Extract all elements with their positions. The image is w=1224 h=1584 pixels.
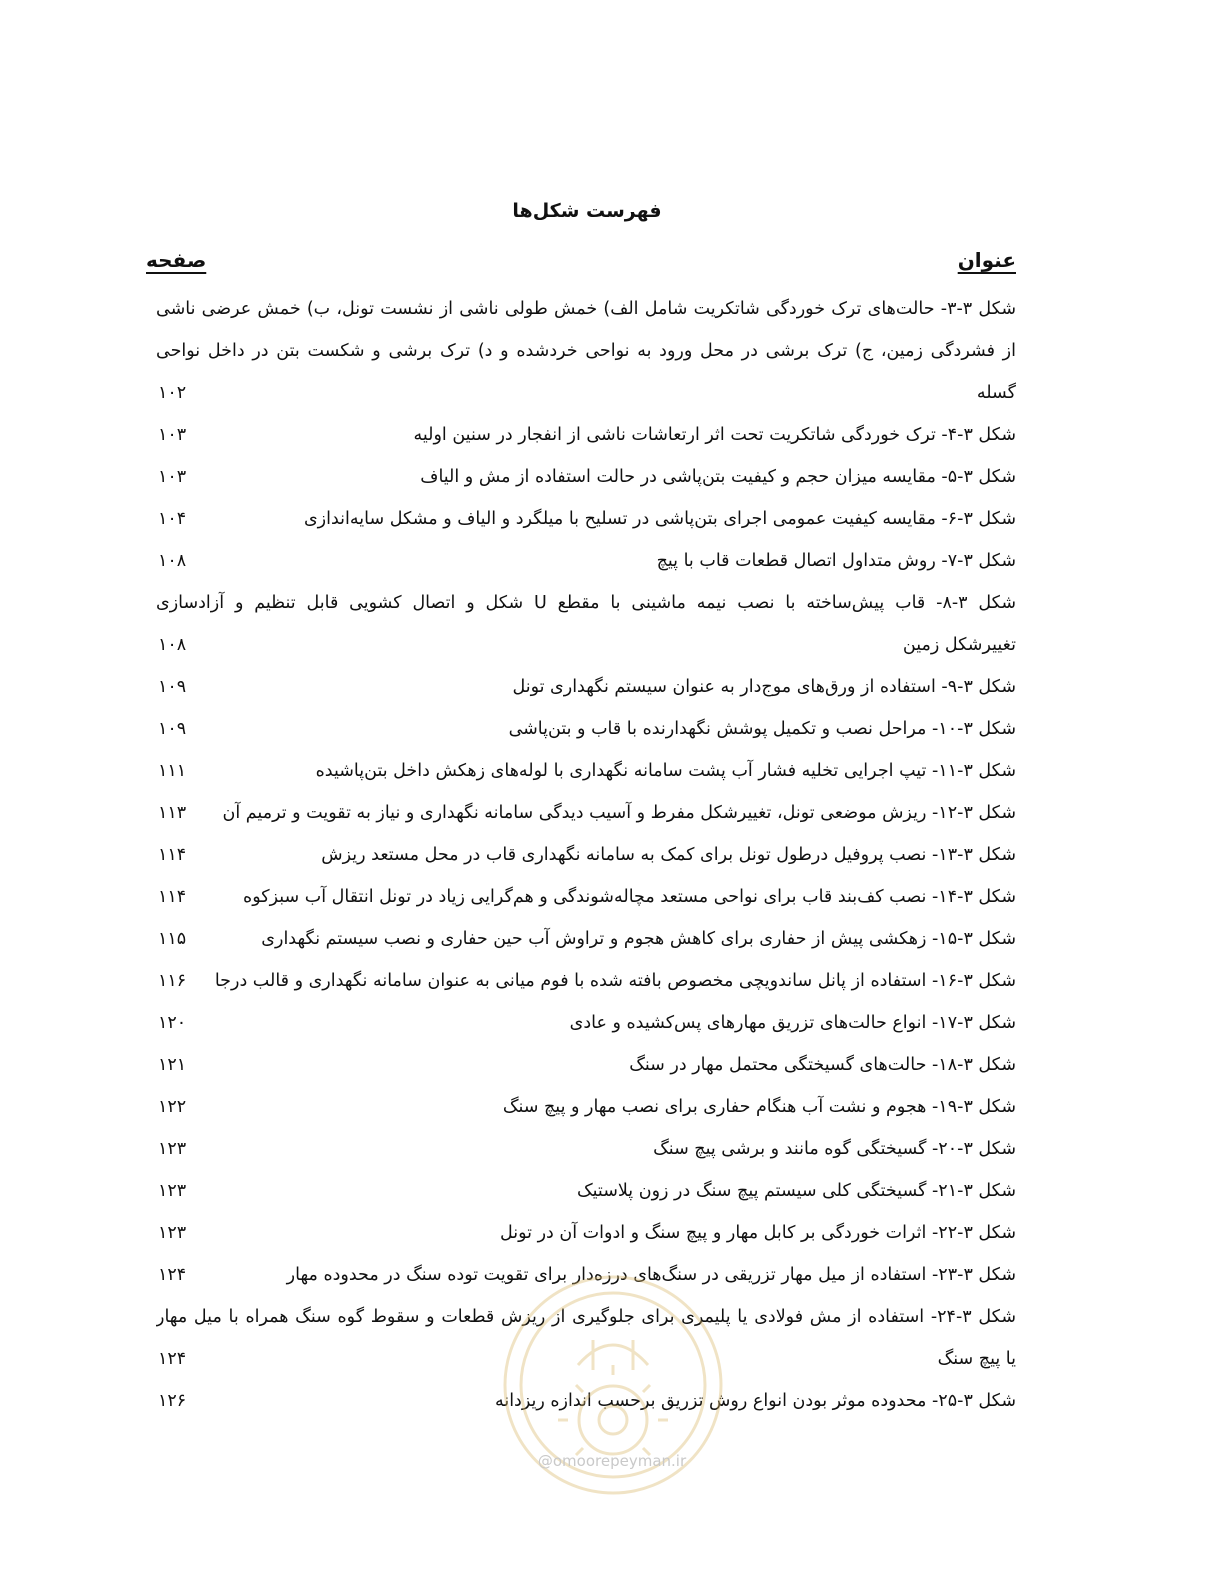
entry-page-number: ۱۰۳ — [158, 425, 187, 445]
list-item — [156, 456, 1016, 498]
entry-title-line: گسله — [976, 383, 1016, 403]
entry-title-line: شکل ۳-۱۸- حالت‌های گسیختگی محتمل مهار در سنگ — [629, 1055, 1016, 1075]
entry-title-line: شکل ۳-۱۴- نصب کف‌بند قاب برای نواحی مستعد مچاله‌شوندگی و هم‌گرایی زیاد در تونل انتقال آب سبزکوه — [243, 887, 1016, 907]
entry-page-number: ۱۲۳ — [158, 1223, 187, 1243]
entry-title-line: تغییرشکل زمین — [902, 635, 1016, 655]
entry-title-line: شکل ۳-۶- مقایسه کیفیت عمومی اجرای بتن‌پاشی در تسلیح با میلگرد و الیاف و مشکل سایه‌اندازی — [303, 509, 1016, 529]
entry-title-line: شکل ۳-۱۵- زهکشی پیش از حفاری برای کاهش هجوم و تراوش آب حین حفاری و نصب سیستم نگهداری — [261, 929, 1016, 949]
entry-page-number: ۱۰۸ — [158, 551, 187, 571]
list-item — [156, 582, 1016, 666]
entry-title-line: شکل ۳-۲۳- استفاده از میل مهار تزریقی در سنگ‌های درزه‌دار برای تقویت توده سنگ در محدوده مهار — [286, 1265, 1016, 1285]
entry-title-line: شکل ۳-۲۴- استفاده از مش فولادی یا پلیمری برای جلوگیری از ریزش قطعات و سقوط گوه سنگ همراه با میل مهار — [156, 1307, 1016, 1327]
entry-title-line: یا پیچ سنگ — [937, 1349, 1016, 1369]
entry-page-number: ۱۱۳ — [158, 803, 187, 823]
list-item — [156, 1002, 1016, 1044]
entry-page-number: ۱۱۶ — [158, 971, 187, 991]
entry-page-number: ۱۱۴ — [158, 845, 187, 865]
list-item — [156, 960, 1016, 1002]
list-item — [156, 1086, 1016, 1128]
list-item — [156, 540, 1016, 582]
entry-page-number: ۱۲۶ — [158, 1391, 187, 1411]
entry-title-line: شکل ۳-۵- مقایسه میزان حجم و کیفیت بتن‌پاشی در حالت استفاده از مش و الیاف — [420, 467, 1016, 487]
entry-title-line: شکل ۳-۲۲- اثرات خوردگی بر کابل مهار و پیچ سنگ و ادوات آن در تونل — [499, 1223, 1016, 1243]
figure-list — [156, 288, 1016, 1422]
watermark-site-text: @omoorepeyman.ir — [537, 1452, 687, 1470]
list-item — [156, 1170, 1016, 1212]
entry-page-number: ۱۰۹ — [158, 677, 187, 697]
entry-page-number: ۱۲۴ — [158, 1265, 187, 1285]
entry-page-number: ۱۰۲ — [158, 383, 187, 403]
entry-page-number: ۱۰۴ — [158, 509, 187, 529]
page-title: فهرست شکل‌ها — [512, 200, 662, 222]
entry-title-line: شکل ۳-۱۲- ریزش موضعی تونل، تغییرشکل مفرط و آسیب دیدگی سامانه نگهداری و نیاز به تقویت و ترمیم آن — [222, 803, 1016, 823]
list-item — [156, 708, 1016, 750]
entry-title-line: از فشردگی زمین، ج) ترک برشی در محل ورود به نواحی خردشده و د) ترک برشی و شکست بتن در داخل نواحی — [156, 341, 1016, 361]
entry-page-number: ۱۱۱ — [158, 761, 187, 781]
entry-page-number: ۱۰۸ — [158, 635, 187, 655]
list-item — [156, 414, 1016, 456]
list-item — [156, 918, 1016, 960]
entry-page-number: ۱۲۳ — [158, 1139, 187, 1159]
entry-page-number: ۱۲۱ — [158, 1055, 187, 1075]
list-item — [156, 1212, 1016, 1254]
entry-title-line: شکل ۳-۱۷- انواع حالت‌های تزریق مهارهای پس‌کشیده و عادی — [569, 1013, 1016, 1033]
entry-title-line: شکل ۳-۱۶- استفاده از پانل ساندویچی مخصوص بافته شده با فوم میانی به عنوان سامانه نگهداری و قالب درجا — [214, 971, 1016, 991]
entry-page-number: ۱۲۰ — [158, 1013, 187, 1033]
entry-title-line: شکل ۳-۴- ترک خوردگی شاتکریت تحت اثر ارتعاشات ناشی از انفجار در سنین اولیه — [413, 425, 1016, 445]
entry-page-number: ۱۲۳ — [158, 1181, 187, 1201]
list-item — [156, 876, 1016, 918]
column-header-title: عنوان — [957, 248, 1016, 272]
entry-title-line: شکل ۳-۱۹- هجوم و نشت آب هنگام حفاری برای نصب مهار و پیچ سنگ — [502, 1097, 1016, 1117]
entry-page-number: ۱۰۳ — [158, 467, 187, 487]
list-item — [156, 834, 1016, 876]
entry-title-line: شکل ۳-۲۰- گسیختگی گوه مانند و برشی پیچ سنگ — [653, 1139, 1016, 1159]
entry-title-line: شکل ۳-۷- روش متداول اتصال قطعات قاب با پیچ — [656, 551, 1016, 571]
list-item — [156, 288, 1016, 414]
list-item — [156, 498, 1016, 540]
entry-title-line: شکل ۳-۱۰- مراحل نصب و تکمیل پوشش نگهدارنده با قاب و بتن‌پاشی — [508, 719, 1016, 739]
list-item — [156, 666, 1016, 708]
entry-page-number: ۱۱۵ — [158, 929, 187, 949]
list-item — [156, 750, 1016, 792]
entry-title-line: شکل ۳-۹- استفاده از ورق‌های موج‌دار به عنوان سیستم نگهداری تونل — [512, 677, 1016, 697]
list-item — [156, 1044, 1016, 1086]
entry-title-line: شکل ۳-۲۱- گسیختگی کلی سیستم پیچ سنگ در زون پلاستیک — [576, 1181, 1016, 1201]
column-header-row — [146, 248, 1016, 282]
entry-page-number: ۱۲۴ — [158, 1349, 187, 1369]
entry-page-number: ۱۲۲ — [158, 1097, 187, 1117]
entry-page-number: ۱۰۹ — [158, 719, 187, 739]
list-item — [156, 792, 1016, 834]
column-header-page: صفحه — [146, 248, 207, 272]
entry-title-line: شکل ۳-۱۳- نصب پروفیل درطول تونل برای کمک به سامانه نگهداری قاب در محل مستعد ریزش — [321, 845, 1016, 865]
entry-title-line: شکل ۳-۸- قاب پیش‌ساخته با نصب نیمه ماشینی با مقطع U شکل و اتصال کشویی قابل تنظیم و آزادسازی — [156, 593, 1016, 613]
entry-title-line: شکل ۳-۳- حالت‌های ترک خوردگی شاتکریت شامل الف) خمش طولی ناشی از نشست تونل، ب) خمش عرضی ناشی — [156, 299, 1016, 319]
entry-page-number: ۱۱۴ — [158, 887, 187, 907]
entry-title-line: شکل ۳-۲۵- محدوده موثر بودن انواع روش تزریق برحسب اندازه ریزدانه — [494, 1391, 1016, 1411]
list-item — [156, 1128, 1016, 1170]
entry-title-line: شکل ۳-۱۱- تیپ اجرایی تخلیه فشار آب پشت سامانه نگهداری با لوله‌های زهکش داخل بتن‌پاشیده — [315, 761, 1016, 781]
